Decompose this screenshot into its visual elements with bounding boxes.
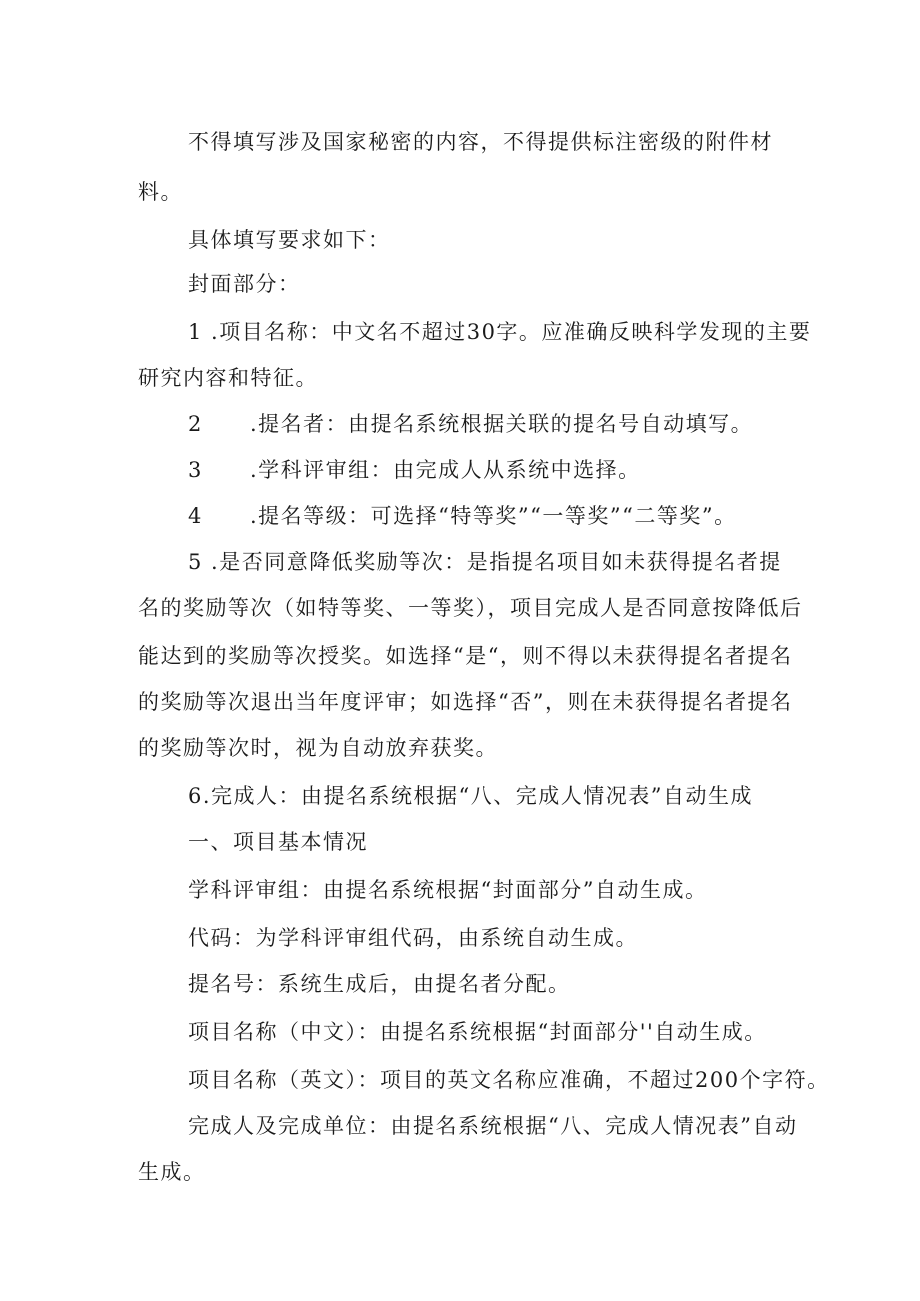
item-number: 4 (188, 504, 203, 528)
section-heading: 一、项目基本情况 (188, 830, 368, 854)
paragraph-line: 提名号：系统生成后，由提名者分配。 (188, 972, 571, 996)
paragraph-line: 完成人及完成单位：由提名系统根据“八、完成人情况表”自动 (188, 1114, 798, 1138)
paragraph-line: 料。 (138, 180, 183, 204)
paragraph-line: 学科评审组：由提名系统根据“封面部分”自动生成。 (188, 878, 708, 902)
paragraph-line: 不得填写涉及国家秘密的内容，不得提供标注密级的附件材 (188, 130, 773, 154)
paragraph-line: 能达到的奖励等次授奖。如选择“是“，则不得以未获得提名者提名 (138, 644, 793, 668)
list-item-6: 6.完成人：由提名系统根据“八、完成人情况表”自动生成 (188, 784, 754, 808)
paragraph-line: 的奖励等次时，视为自动放弃获奖。 (138, 736, 498, 760)
item-text: .学科评审组：由完成人从系统中选择。 (250, 458, 641, 482)
list-item-4 (188, 502, 737, 530)
list-item-5: 5 .是否同意降低奖励等次：是指提名项目如未获得提名者提 (188, 550, 782, 574)
item-text: .提名者：由提名系统根据关联的提名号自动填写。 (250, 412, 754, 436)
paragraph-line: 生成。 (138, 1160, 206, 1184)
paragraph-line: 的奖励等次退出当年度评审；如选择“否”，则在未获得提名者提名 (138, 690, 793, 714)
item-text: .提名等级：可选择“特等奖”“一等奖”“二等奖”。 (250, 504, 737, 528)
item-number: 2 (188, 412, 203, 436)
paragraph-line: 具体填写要求如下： (188, 228, 391, 252)
section-heading: 封面部分： (188, 272, 301, 296)
paragraph-line: 项目名称（英文）：项目的英文名称应准确，不超过200个字符。 (188, 1068, 830, 1092)
paragraph-line: 研究内容和特征。 (138, 366, 318, 390)
paragraph-line: 项目名称（中文）：由提名系统根据“封面部分''自动生成。 (188, 1020, 767, 1044)
paragraph-line: 名的奖励等次（如特等奖、一等奖），项目完成人是否同意按降低后 (138, 596, 803, 620)
item-number: 3 (188, 458, 203, 482)
paragraph-line: 代码：为学科评审组代码，由系统自动生成。 (188, 926, 638, 950)
list-item-3 (188, 456, 641, 484)
list-item-2 (188, 410, 753, 438)
list-item-1: 1 .项目名称：中文名不超过30字。应准确反映科学发现的主要 (188, 320, 812, 344)
